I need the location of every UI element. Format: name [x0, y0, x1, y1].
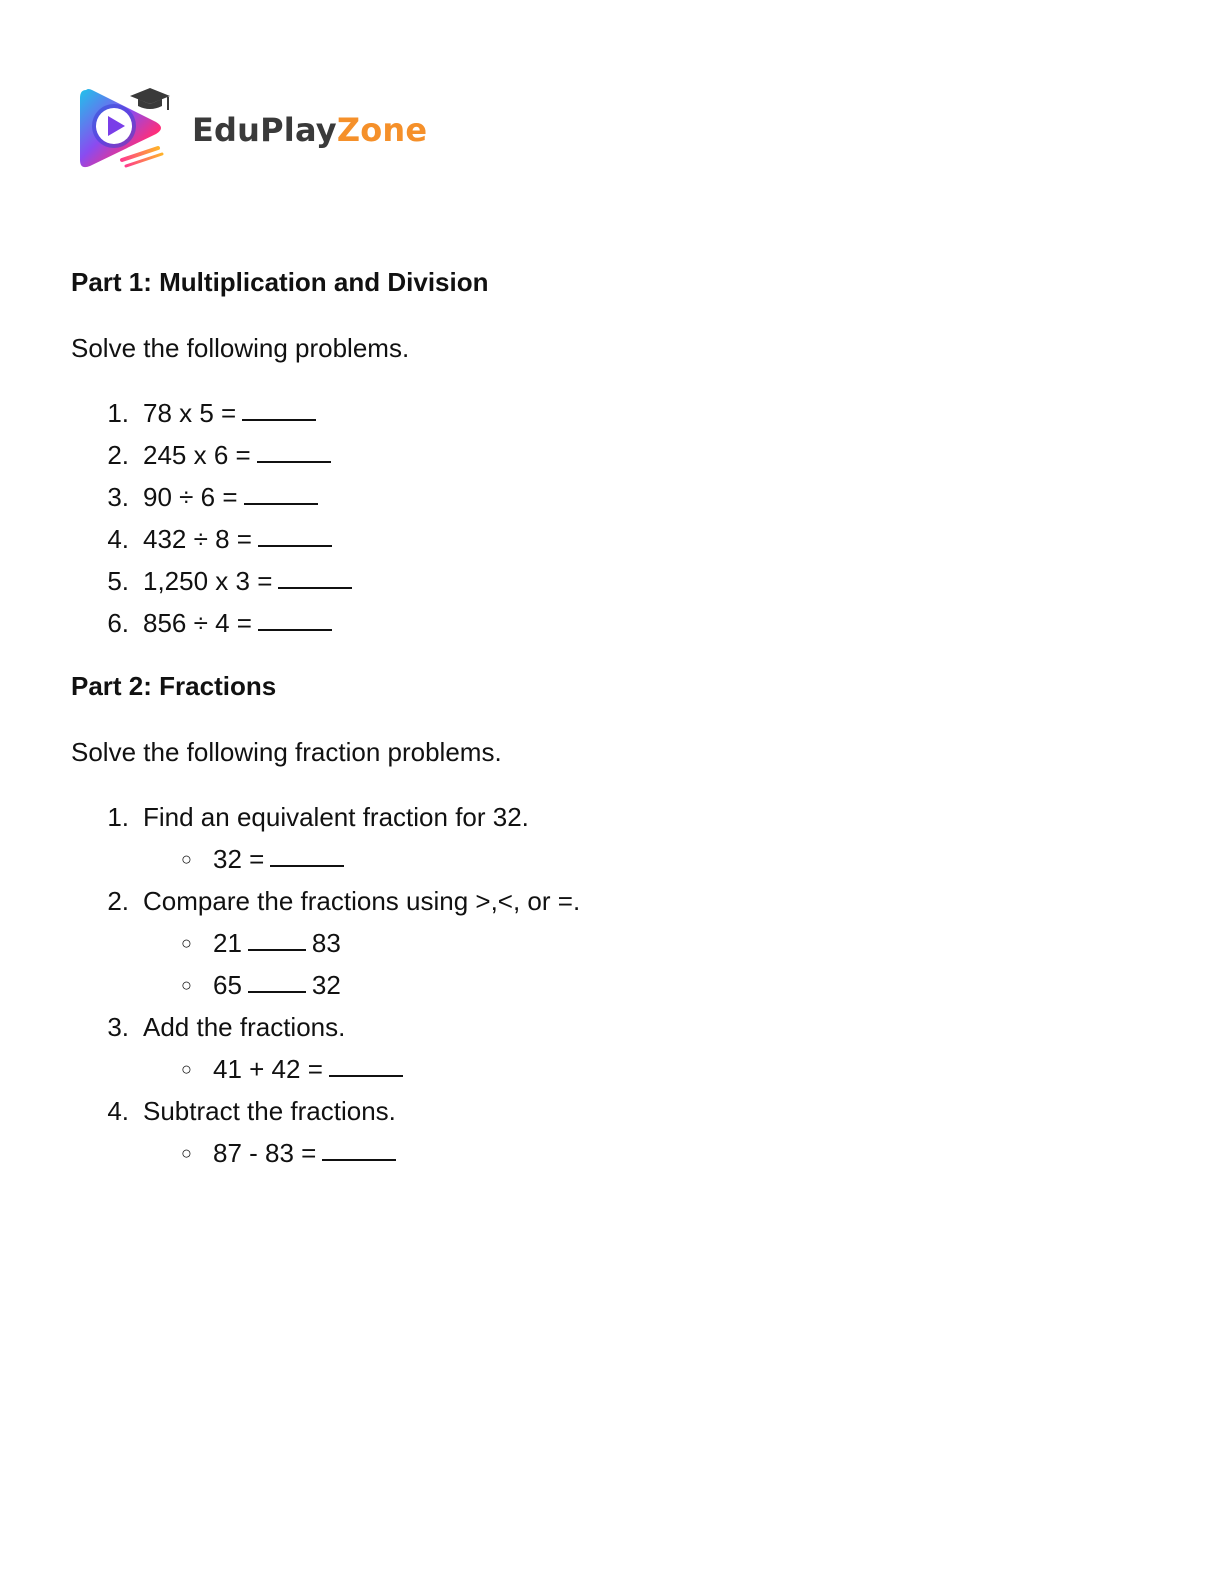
brand-name — [192, 110, 428, 149]
answer-blank[interactable] — [270, 864, 344, 867]
answer-blank[interactable] — [329, 1074, 403, 1077]
problem-text: 432 ÷ 8 = — [143, 524, 252, 554]
list-item — [71, 880, 1151, 922]
answer-blank[interactable] — [258, 628, 332, 631]
compare-right-value: 83 — [311, 928, 341, 958]
problem-text: 245 x 6 = — [143, 440, 251, 470]
answer-blank[interactable] — [258, 544, 332, 547]
problem-text: Add the fractions. — [143, 1012, 346, 1042]
compare-blank[interactable] — [248, 990, 306, 993]
item-number: 2. — [107, 886, 129, 916]
brand-logo — [78, 82, 427, 174]
compare-left-value: 65 — [213, 970, 242, 1000]
hollow-bullet-icon: ○ — [181, 849, 192, 869]
list-item — [71, 434, 1151, 476]
list-item — [71, 392, 1151, 434]
part1-problem-list — [71, 392, 1151, 644]
part2-heading: Part 2: Fractions — [71, 671, 277, 701]
compare-blank[interactable] — [248, 948, 306, 951]
sub-problem-text: 32 = — [213, 844, 265, 874]
answer-blank[interactable] — [242, 418, 316, 421]
item-number: 2. — [107, 440, 129, 470]
sub-item — [71, 1048, 1151, 1090]
part1-heading: Part 1: Multiplication and Division — [71, 267, 489, 297]
item-number: 3. — [107, 482, 129, 512]
sub-item — [71, 964, 1151, 1006]
item-number: 4. — [107, 1096, 129, 1126]
answer-blank[interactable] — [278, 586, 352, 589]
item-number: 3. — [107, 1012, 129, 1042]
problem-text: 78 x 5 = — [143, 398, 237, 428]
compare-left-value: 21 — [213, 928, 242, 958]
item-number: 4. — [107, 524, 129, 554]
worksheet-content — [71, 262, 1151, 1174]
sub-problem-text: 41 + 42 = — [213, 1054, 323, 1084]
part2-problem-list — [71, 796, 1151, 1174]
list-item — [71, 476, 1151, 518]
answer-blank[interactable] — [322, 1158, 396, 1161]
list-item — [71, 1006, 1151, 1048]
hollow-bullet-icon: ○ — [181, 933, 192, 953]
hollow-bullet-icon: ○ — [181, 975, 192, 995]
problem-text: Find an equivalent fraction for 32. — [143, 802, 529, 832]
brand-name-part1: EduPlay — [192, 111, 337, 149]
part1-instruction: Solve the following problems. — [71, 333, 410, 363]
part2-instruction: Solve the following fraction problems. — [71, 737, 502, 767]
item-number: 5. — [107, 566, 129, 596]
problem-text: Compare the fractions using >,<, or =. — [143, 886, 581, 916]
list-item — [71, 518, 1151, 560]
hollow-bullet-icon: ○ — [181, 1143, 192, 1163]
item-number: 1. — [107, 802, 129, 832]
compare-right-value: 32 — [311, 970, 341, 1000]
problem-text: 1,250 x 3 = — [143, 566, 273, 596]
list-item — [71, 602, 1151, 644]
sub-item — [71, 838, 1151, 880]
hollow-bullet-icon: ○ — [181, 1059, 192, 1079]
answer-blank[interactable] — [257, 460, 331, 463]
sub-problem-text: 87 - 83 = — [213, 1138, 317, 1168]
problem-text: 856 ÷ 4 = — [143, 608, 252, 638]
list-item — [71, 1090, 1151, 1132]
problem-text: Subtract the fractions. — [143, 1096, 396, 1126]
problem-text: 90 ÷ 6 = — [143, 482, 238, 512]
brand-name-part2: Zone — [336, 111, 428, 149]
list-item — [71, 796, 1151, 838]
item-number: 1. — [107, 398, 129, 428]
item-number: 6. — [107, 608, 129, 638]
sub-item — [71, 1132, 1151, 1174]
play-button-graduation-cap-icon — [78, 82, 174, 174]
list-item — [71, 560, 1151, 602]
sub-item — [71, 922, 1151, 964]
answer-blank[interactable] — [244, 502, 318, 505]
